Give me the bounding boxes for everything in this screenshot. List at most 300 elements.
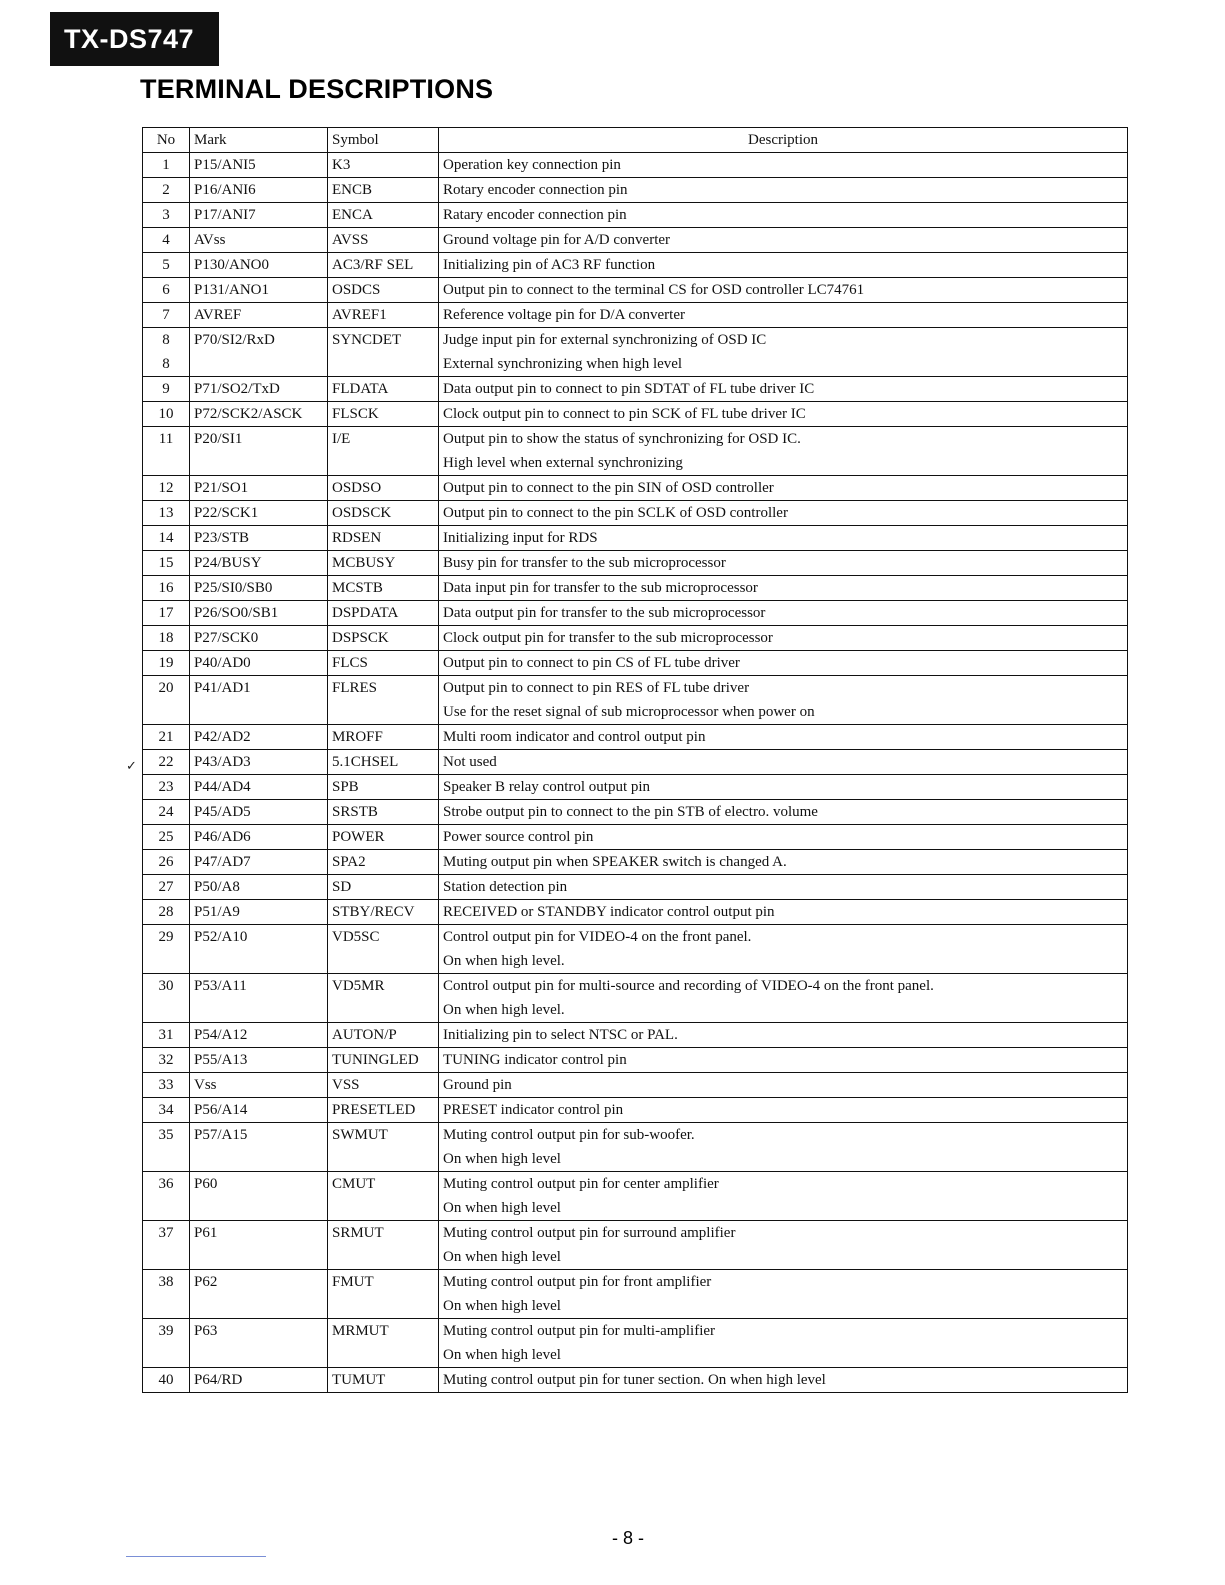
cell-no-text: 30 [158, 978, 174, 994]
cell-mark: P50/A8 [190, 875, 328, 900]
cell-description [439, 476, 1128, 501]
cell-no [143, 1073, 190, 1098]
table-row [143, 278, 1128, 303]
cell-no [143, 825, 190, 850]
cell-no-text: 16 [158, 580, 174, 596]
cell-symbol: MRMUT [328, 1319, 439, 1368]
cell-mark: P27/SCK0 [190, 626, 328, 651]
cell-description [439, 800, 1128, 825]
cell-no-text: 20 [158, 680, 174, 696]
description-line: On when high level [443, 1249, 561, 1265]
description-line: Muting control output pin for surround amplifier [443, 1225, 736, 1241]
cell-no-text: 36 [158, 1176, 174, 1192]
cell-symbol: SPA2 [328, 850, 439, 875]
cell-mark: P61 [190, 1221, 328, 1270]
cell-symbol: SYNCDET [328, 328, 439, 377]
description-line: Control output pin for multi-source and recording of VIDEO-4 on the front panel. [443, 978, 934, 994]
cell-no [143, 576, 190, 601]
cell-no [143, 875, 190, 900]
cell-no [143, 651, 190, 676]
cell-no-text: 18 [158, 630, 174, 646]
cell-symbol: POWER [328, 825, 439, 850]
table-row [143, 750, 1128, 775]
description-line: Output pin to connect to pin RES of FL tube driver [443, 680, 750, 696]
cell-description [439, 253, 1128, 278]
description-line: Muting output pin when SPEAKER switch is changed A. [443, 854, 787, 870]
cell-no [143, 775, 190, 800]
cell-no [143, 725, 190, 750]
cell-no-text: 38 [158, 1274, 174, 1290]
cell-no-text: 31 [158, 1027, 174, 1043]
description-line: Muting control output pin for center amplifier [443, 1176, 719, 1192]
cell-no [143, 1023, 190, 1048]
description-line: Data input pin for transfer to the sub microprocessor [443, 580, 758, 596]
column-header-description: Description [439, 128, 1128, 153]
cell-no-text: 13 [158, 505, 174, 521]
page-title: TERMINAL DESCRIPTIONS [140, 74, 494, 104]
cell-mark: P72/SCK2/ASCK [190, 402, 328, 427]
table-row [143, 526, 1128, 551]
cell-description [439, 1073, 1128, 1098]
description-line: Muting control output pin for sub-woofer. [443, 1127, 695, 1143]
description-line: High level when external synchronizing [443, 455, 683, 471]
description-line: On when high level. [443, 1002, 565, 1018]
table-row [143, 551, 1128, 576]
cell-mark: P51/A9 [190, 900, 328, 925]
description-line: Output pin to show the status of synchronizing for OSD IC. [443, 431, 801, 447]
cell-description [439, 750, 1128, 775]
cell-description [439, 1319, 1128, 1368]
description-line: Not used [443, 754, 497, 770]
page-number: - 8 - [612, 1528, 645, 1548]
cell-no [143, 427, 190, 476]
description-line: Ground voltage pin for A/D converter [443, 232, 671, 248]
cell-symbol: VSS [328, 1073, 439, 1098]
cell-no [143, 1048, 190, 1073]
description-line: Muting control output pin for multi-amplifier [443, 1323, 716, 1339]
description-line: Power source control pin [443, 829, 594, 845]
terminal-descriptions-table [142, 127, 1128, 1393]
cell-description [439, 601, 1128, 626]
cell-symbol: STBY/RECV [328, 900, 439, 925]
cell-symbol: FLDATA [328, 377, 439, 402]
table-row [143, 178, 1128, 203]
description-line: Clock output pin for transfer to the sub microprocessor [443, 630, 773, 646]
cell-description [439, 203, 1128, 228]
cell-mark: P63 [190, 1319, 328, 1368]
cell-no [143, 925, 190, 974]
cell-mark: P42/AD2 [190, 725, 328, 750]
column-header-mark: Mark [190, 128, 328, 153]
table-row [143, 925, 1128, 974]
cell-description [439, 775, 1128, 800]
cell-no-text: 39 [158, 1323, 174, 1339]
cell-symbol: AUTON/P [328, 1023, 439, 1048]
description-line: Output pin to connect to the pin SCLK of OSD controller [443, 505, 788, 521]
cell-no-text: 35 [158, 1127, 174, 1143]
cell-mark: P64/RD [190, 1368, 328, 1393]
cell-no-text: 15 [158, 555, 174, 571]
description-line: Use for the reset signal of sub microprocessor when power on [443, 704, 815, 720]
cell-description [439, 377, 1128, 402]
cell-no [143, 974, 190, 1023]
cell-description [439, 900, 1128, 925]
description-line: Multi room indicator and control output pin [443, 729, 706, 745]
cell-no-text: 8 [162, 332, 170, 348]
cell-no [143, 1270, 190, 1319]
description-line: Judge input pin for external synchronizing of OSD IC [443, 332, 767, 348]
description-line: PRESET indicator control pin [443, 1102, 624, 1118]
description-line: Muting control output pin for front amplifier [443, 1274, 712, 1290]
cell-symbol: MROFF [328, 725, 439, 750]
cell-mark: P15/ANI5 [190, 153, 328, 178]
cell-no-text: 10 [158, 406, 174, 422]
cell-no [143, 1098, 190, 1123]
cell-symbol: DSPSCK [328, 626, 439, 651]
cell-symbol: OSDSO [328, 476, 439, 501]
cell-no [143, 1172, 190, 1221]
cell-no [143, 501, 190, 526]
cell-no [143, 1368, 190, 1393]
table-row [143, 203, 1128, 228]
cell-description [439, 1221, 1128, 1270]
cell-symbol: PRESETLED [328, 1098, 439, 1123]
table-row [143, 601, 1128, 626]
cell-no-text: 24 [158, 804, 174, 820]
cell-description [439, 303, 1128, 328]
cell-no [143, 153, 190, 178]
table-row [143, 725, 1128, 750]
description-line: Station detection pin [443, 879, 568, 895]
cell-description [439, 1048, 1128, 1073]
cell-description [439, 402, 1128, 427]
cell-no-text: 19 [158, 655, 174, 671]
cell-symbol: SRSTB [328, 800, 439, 825]
cell-description [439, 1172, 1128, 1221]
table-row [143, 1270, 1128, 1319]
cell-mark: P26/SO0/SB1 [190, 601, 328, 626]
description-line: Output pin to connect to pin CS of FL tube driver [443, 655, 740, 671]
cell-no-text: 8 [162, 356, 170, 372]
description-line: On when high level [443, 1151, 561, 1167]
cell-symbol: OSDCS [328, 278, 439, 303]
cell-no-text: 37 [158, 1225, 174, 1241]
table-row [143, 303, 1128, 328]
cell-no [143, 1319, 190, 1368]
cell-mark: Vss [190, 1073, 328, 1098]
cell-symbol: OSDSCK [328, 501, 439, 526]
description-line: Ratary encoder connection pin [443, 207, 627, 223]
cell-no [143, 800, 190, 825]
cell-mark: P62 [190, 1270, 328, 1319]
table-row [143, 476, 1128, 501]
cell-no-text: 4 [162, 232, 170, 248]
cell-mark: P17/ANI7 [190, 203, 328, 228]
description-line: Speaker B relay control output pin [443, 779, 651, 795]
table-row [143, 875, 1128, 900]
cell-no [143, 850, 190, 875]
cell-no-text: 22 [158, 754, 174, 770]
cell-description [439, 1270, 1128, 1319]
cell-mark: AVss [190, 228, 328, 253]
cell-no-text: 12 [158, 480, 174, 496]
cell-description [439, 875, 1128, 900]
cell-symbol: SWMUT [328, 1123, 439, 1172]
cell-description [439, 1023, 1128, 1048]
description-line: TUNING indicator control pin [443, 1052, 627, 1068]
cell-mark: AVREF [190, 303, 328, 328]
table-row [143, 825, 1128, 850]
cell-description [439, 1123, 1128, 1172]
cell-no [143, 203, 190, 228]
table-row [143, 775, 1128, 800]
cell-description [439, 974, 1128, 1023]
description-line: Initializing input for RDS [443, 530, 598, 546]
table-row [143, 800, 1128, 825]
cell-mark: P43/AD3 [190, 750, 328, 775]
cell-symbol: SRMUT [328, 1221, 439, 1270]
cell-no-text: 26 [158, 854, 174, 870]
cell-no [143, 476, 190, 501]
cell-mark: P131/ANO1 [190, 278, 328, 303]
cell-no-text: 9 [162, 381, 170, 397]
description-line: External synchronizing when high level [443, 356, 683, 372]
description-line: Strobe output pin to connect to the pin STB of electro. volume [443, 804, 818, 820]
cell-mark: P130/ANO0 [190, 253, 328, 278]
cell-symbol: FLSCK [328, 402, 439, 427]
cell-symbol: FMUT [328, 1270, 439, 1319]
cell-description [439, 676, 1128, 725]
column-header-no: No [143, 128, 190, 153]
table-body [143, 153, 1128, 1393]
cell-no [143, 228, 190, 253]
cell-no-text: 34 [158, 1102, 174, 1118]
cell-symbol: SPB [328, 775, 439, 800]
table-row [143, 1221, 1128, 1270]
cell-symbol: AVSS [328, 228, 439, 253]
cell-no [143, 278, 190, 303]
cell-symbol: FLRES [328, 676, 439, 725]
cell-mark: P22/SCK1 [190, 501, 328, 526]
description-line: Output pin to connect to the pin SIN of OSD controller [443, 480, 774, 496]
cell-symbol: RDSEN [328, 526, 439, 551]
cell-no [143, 551, 190, 576]
cell-mark: P16/ANI6 [190, 178, 328, 203]
cell-no-text: 25 [158, 829, 174, 845]
table-row [143, 228, 1128, 253]
cell-no [143, 601, 190, 626]
description-line: Clock output pin to connect to pin SCK of FL tube driver IC [443, 406, 806, 422]
model-badge: TX-DS747 [50, 12, 219, 66]
cell-no-text: 29 [158, 929, 174, 945]
cell-mark: P44/AD4 [190, 775, 328, 800]
cell-no-text: 5 [162, 257, 170, 273]
cell-description [439, 153, 1128, 178]
table-row [143, 900, 1128, 925]
cell-symbol: AVREF1 [328, 303, 439, 328]
cell-symbol: SD [328, 875, 439, 900]
cell-description [439, 651, 1128, 676]
cell-no [143, 676, 190, 725]
cell-no-text: 33 [158, 1077, 174, 1093]
cell-no [143, 526, 190, 551]
cell-description [439, 501, 1128, 526]
cell-no-text: 21 [158, 729, 174, 745]
table-row [143, 153, 1128, 178]
cell-mark: P45/AD5 [190, 800, 328, 825]
cell-mark: P54/A12 [190, 1023, 328, 1048]
cell-mark: P40/AD0 [190, 651, 328, 676]
table-row [143, 1123, 1128, 1172]
table-row [143, 1073, 1128, 1098]
cell-symbol: TUMUT [328, 1368, 439, 1393]
cell-no [143, 750, 190, 775]
cell-description [439, 328, 1128, 377]
description-line: RECEIVED or STANDBY indicator control output pin [443, 904, 775, 920]
cell-symbol: VD5MR [328, 974, 439, 1023]
cell-no [143, 253, 190, 278]
cell-mark: P71/SO2/TxD [190, 377, 328, 402]
cell-no-text: 32 [158, 1052, 174, 1068]
cell-description [439, 228, 1128, 253]
cell-description [439, 427, 1128, 476]
table-row [143, 377, 1128, 402]
cell-no-text: 27 [158, 879, 174, 895]
cell-symbol: VD5SC [328, 925, 439, 974]
table-row [143, 402, 1128, 427]
cell-no-text: 40 [158, 1372, 174, 1388]
cell-mark: P21/SO1 [190, 476, 328, 501]
margin-check-mark: ✓ [126, 759, 137, 774]
cell-no-text: 3 [162, 207, 170, 223]
description-line: Rotary encoder connection pin [443, 182, 628, 198]
cell-mark: P20/SI1 [190, 427, 328, 476]
table-row [143, 253, 1128, 278]
cell-no [143, 900, 190, 925]
cell-mark: P25/SI0/SB0 [190, 576, 328, 601]
cell-no [143, 303, 190, 328]
table-row [143, 576, 1128, 601]
cell-symbol: FLCS [328, 651, 439, 676]
description-line: Initializing pin to select NTSC or PAL. [443, 1027, 678, 1043]
cell-description [439, 178, 1128, 203]
description-line: On when high level [443, 1347, 561, 1363]
cell-mark: P70/SI2/RxD [190, 328, 328, 377]
description-line: On when high level [443, 1200, 561, 1216]
footer-rule [126, 1556, 266, 1557]
cell-symbol: DSPDATA [328, 601, 439, 626]
cell-mark: P57/A15 [190, 1123, 328, 1172]
cell-no-text: 28 [158, 904, 174, 920]
description-line: Initializing pin of AC3 RF function [443, 257, 656, 273]
table-row [143, 1319, 1128, 1368]
description-line: Muting control output pin for tuner section. On when high level [443, 1372, 826, 1388]
cell-description [439, 526, 1128, 551]
table-row [143, 1098, 1128, 1123]
cell-description [439, 725, 1128, 750]
description-line: Busy pin for transfer to the sub microprocessor [443, 555, 726, 571]
cell-no-text: 7 [162, 307, 170, 323]
cell-mark: P23/STB [190, 526, 328, 551]
table-row [143, 1048, 1128, 1073]
cell-no-text: 6 [162, 282, 170, 298]
cell-no [143, 626, 190, 651]
cell-mark: P46/AD6 [190, 825, 328, 850]
cell-no [143, 178, 190, 203]
cell-description [439, 278, 1128, 303]
cell-no-text: 2 [162, 182, 170, 198]
cell-no [143, 402, 190, 427]
description-line: Data output pin for transfer to the sub microprocessor [443, 605, 766, 621]
description-line: Data output pin to connect to pin SDTAT of FL tube driver IC [443, 381, 815, 397]
table-row [143, 676, 1128, 725]
cell-description [439, 551, 1128, 576]
table-header-row [143, 128, 1128, 153]
cell-mark: P53/A11 [190, 974, 328, 1023]
cell-description [439, 850, 1128, 875]
description-line: Operation key connection pin [443, 157, 621, 173]
table-row [143, 1368, 1128, 1393]
cell-symbol: I/E [328, 427, 439, 476]
cell-no [143, 1221, 190, 1270]
table-row [143, 850, 1128, 875]
cell-no-text: 1 [162, 157, 170, 173]
cell-no [143, 328, 190, 377]
cell-description [439, 1098, 1128, 1123]
cell-description [439, 825, 1128, 850]
cell-description [439, 1368, 1128, 1393]
cell-no-text: 23 [158, 779, 174, 795]
description-line: On when high level [443, 1298, 561, 1314]
cell-mark: P52/A10 [190, 925, 328, 974]
cell-symbol: CMUT [328, 1172, 439, 1221]
cell-symbol: MCSTB [328, 576, 439, 601]
cell-symbol: 5.1CHSEL [328, 750, 439, 775]
cell-symbol: TUNINGLED [328, 1048, 439, 1073]
table-row [143, 651, 1128, 676]
cell-description [439, 925, 1128, 974]
cell-no-text: 17 [158, 605, 174, 621]
cell-no-text: 11 [158, 431, 174, 447]
cell-symbol: AC3/RF SEL [328, 253, 439, 278]
table-row [143, 1172, 1128, 1221]
cell-mark: P55/A13 [190, 1048, 328, 1073]
cell-symbol: ENCA [328, 203, 439, 228]
cell-no [143, 377, 190, 402]
cell-mark: P60 [190, 1172, 328, 1221]
table-row [143, 626, 1128, 651]
description-line: Control output pin for VIDEO-4 on the front panel. [443, 929, 752, 945]
column-header-symbol: Symbol [328, 128, 439, 153]
table-row [143, 1023, 1128, 1048]
table-row [143, 427, 1128, 476]
description-line: Output pin to connect to the terminal CS for OSD controller LC74761 [443, 282, 865, 298]
cell-symbol: K3 [328, 153, 439, 178]
table-row [143, 501, 1128, 526]
cell-mark: P56/A14 [190, 1098, 328, 1123]
description-line: Ground pin [443, 1077, 512, 1093]
cell-description [439, 626, 1128, 651]
cell-no [143, 1123, 190, 1172]
cell-symbol: ENCB [328, 178, 439, 203]
cell-mark: P41/AD1 [190, 676, 328, 725]
table-row [143, 328, 1128, 377]
description-line: On when high level. [443, 953, 565, 969]
cell-no-text: 14 [158, 530, 174, 546]
table-row [143, 974, 1128, 1023]
cell-mark: P47/AD7 [190, 850, 328, 875]
cell-description [439, 576, 1128, 601]
